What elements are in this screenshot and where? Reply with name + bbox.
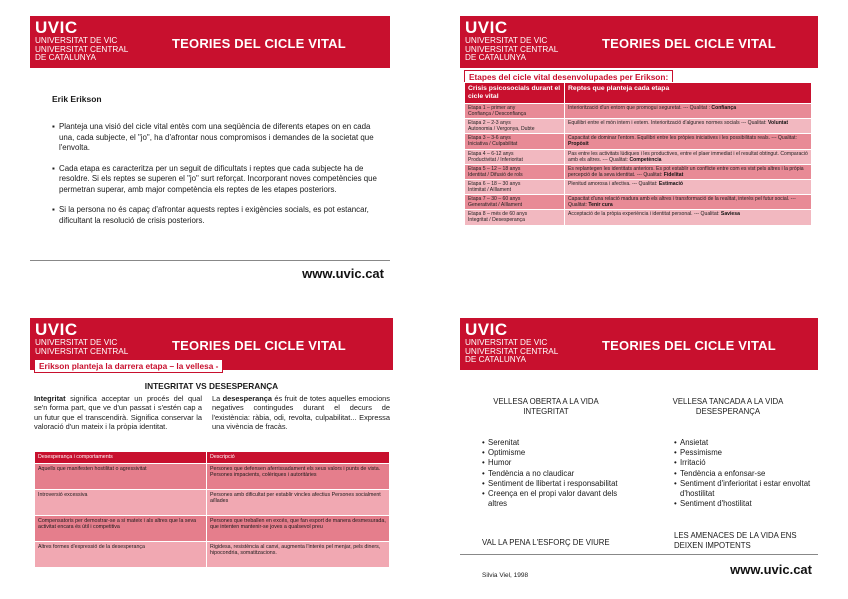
table-row: [465, 195, 812, 210]
description-cell: Persones amb dificultat per establir vincles afectius Persones socialment aïllades: [207, 489, 390, 515]
stage-age: Etapa 2 – 2-3 anys: [468, 120, 511, 127]
quality-value: Competència: [629, 156, 662, 163]
slide-erik-erikson: [30, 16, 390, 286]
stage-crisis: Integritat / Desesperança: [468, 217, 525, 224]
stage-crisis: Productivitat / Inferioritat: [468, 156, 523, 163]
challenge-text: Pas entre les activitats lúdiques i les productives, entre el plaer immediat i el resultat obtingut. Comparació amb els altres.: [568, 150, 808, 163]
stage-cell: [465, 164, 565, 179]
bullet-list: [52, 122, 382, 236]
slide-title: TEORIES DEL CICLE VITAL: [602, 338, 776, 353]
slide-header: [460, 318, 818, 370]
stage-cell: [465, 179, 565, 194]
table-row: [35, 489, 390, 515]
stage-age: Etapa 8 – més de 60 anys: [468, 211, 528, 218]
quality-value: Confiança: [711, 105, 737, 111]
table-row: [465, 119, 812, 134]
quality-prefix: --- Qualitat:: [568, 196, 796, 209]
table-row: [465, 104, 812, 119]
challenge-cell: [565, 119, 812, 134]
challenge-cell: [565, 104, 812, 119]
stage-crisis: Autonomia / Vergonya, Dubte: [468, 126, 535, 133]
column-header: Descripció: [207, 452, 390, 464]
section-banner: Etapes del cicle vital desenvolupades per Erikson:: [464, 70, 673, 84]
right-footer-text: LES AMENACES DE LA VIDA ENS DEIXEN IMPOTENTS: [674, 531, 797, 550]
integritat-definition: Integritat significa acceptar un procés del qual se'n forma part, que ve d'un passat i s'estén cap a un futur que el transcendirà. Significa conservar la valoració d'un mateix i la pròpia identitat.: [34, 394, 202, 431]
table-row: [35, 515, 390, 541]
slide-title: TEORIES DEL CICLE VITAL: [602, 36, 776, 51]
uvic-logo: UVIC UNIVERSITAT DE VIC UNIVERSITAT CENTRAL DE CATALUNYA: [465, 18, 559, 63]
list-item: • Sentiment d'inferioritat i estar envoltat d'hostilitat: [674, 479, 814, 499]
slide-erikson-stages: [460, 16, 818, 291]
stage-cell: [465, 195, 565, 210]
open-old-age-heading: VELLESA OBERTA A LA VIDA INTEGRITAT: [493, 397, 599, 416]
divider: [30, 260, 390, 261]
challenge-cell: [565, 164, 812, 179]
list-item: • Ansietat: [674, 438, 814, 448]
quality-prefix: --- Qualitat:: [632, 180, 658, 187]
challenge-cell: [565, 179, 812, 194]
description-cell: Rigidesa, resistència al canvi, augmenta l'interès pel menjar, pels diners, hipocondria, somatitzacions.: [207, 541, 390, 567]
stage-cell: [465, 149, 565, 164]
stage-age: Etapa 1 – primer any: [468, 105, 516, 111]
table-row: [465, 134, 812, 149]
erikson-stages-table: [464, 82, 812, 226]
challenge-cell: [565, 210, 812, 225]
slide-title: TEORIES DEL CICLE VITAL: [172, 36, 346, 51]
left-footer-text: VAL LA PENA L'ESFORÇ DE VIURE: [482, 538, 610, 547]
uvic-logo: UVIC UNIVERSITAT DE VIC UNIVERSITAT CENTRAL: [35, 320, 129, 356]
challenge-cell: [565, 134, 812, 149]
stage-crisis: Generativitat / Aïllament: [468, 202, 523, 209]
slide-header: [460, 16, 818, 68]
bullet-item: ▪ Cada etapa es caracteritza per un seguit de dificultats i reptes que cada subjecte ha de resoldre. Si els reptes se superen el "jo" surt reforçat. Incorporant noves competències que permetran superar, amb major competència els reptes de les etapes posteriors.: [52, 164, 382, 196]
quality-value: Tenir cura: [588, 202, 613, 209]
table-row: [465, 179, 812, 194]
website-link[interactable]: www.uvic.cat: [302, 266, 384, 281]
list-item: • Optimisme: [482, 448, 632, 458]
challenge-cell: [565, 149, 812, 164]
slide-heading: Erik Erikson: [52, 94, 102, 104]
description-cell: Persones que treballen en excés, que fan esport de manera desmesurada, que intenten mantenir-se joves a qualsevol preu: [207, 515, 390, 541]
quality-value: Propòsit: [568, 141, 589, 148]
quality-prefix: --- Qualitat:: [771, 135, 797, 142]
website-link[interactable]: www.uvic.cat: [730, 562, 812, 577]
list-item: • Sentiment d'hostilitat: [674, 499, 814, 509]
column-header: Desesperança i comportaments: [35, 452, 207, 464]
table-row: [465, 149, 812, 164]
list-item: • Creença en el propi valor davant dels altres: [482, 489, 632, 509]
behavior-cell: Altres formes d'expressió de la desesperança: [35, 541, 207, 567]
stage-crisis: Confiança / Desconfiança: [468, 111, 527, 118]
list-item: • Humor: [482, 458, 632, 468]
stage-crisis: Intimitat / Aïllament: [468, 187, 512, 194]
column-header: Crisis psicosocials durant el cicle vital: [465, 83, 565, 104]
behavior-cell: Introversió excessiva: [35, 489, 207, 515]
list-item: • Tendència a no claudicar: [482, 469, 632, 479]
stage-cell: [465, 119, 565, 134]
author-credit: Silvia Viel, 1998: [482, 572, 529, 579]
section-banner: Erikson planteja la darrera etapa – la vellesa -: [34, 359, 223, 373]
challenge-text: Plenitud amorosa i afectiva.: [568, 180, 631, 187]
behavior-cell: Compensatoris per demostrar-se a si mateix i als altres que la seva activitat encara és útil i competitiva: [35, 515, 207, 541]
challenge-text: Capacitat d'una relació madura amb els altres i transformació de la realitat, interès pel futur social.: [568, 196, 790, 203]
table-row: [35, 541, 390, 567]
desesperanca-definition: La desesperança és fruit de totes aquelles emocions negatives contingudes durant el decurs de l'existència: ràbia, odi, revolta, culpabilitat... Expressa una vivència de fracàs.: [212, 394, 390, 431]
list-item: • Serenitat: [482, 438, 632, 448]
bullet-item: ▪ Planteja una visió del cicle vital entès com una seqüència de diferents etapes on en cada una, cada subjecte, el "jo", ha d'afrontar nous compromisos i demandes de la societat que l'envolta.: [52, 122, 382, 154]
desesperanca-traits-list: [674, 438, 814, 509]
table-row: [465, 210, 812, 225]
behavior-cell: Aquells que manifesten hostilitat o agressivitat: [35, 463, 207, 489]
stage-crisis: Identitat / Difusió de rols: [468, 171, 523, 178]
uvic-logo: UVIC UNIVERSITAT DE VIC UNIVERSITAT CENTRAL DE CATALUNYA: [465, 320, 559, 365]
slide-header: [30, 16, 390, 68]
stage-age: Etapa 6 – 18 – 30 anys: [468, 180, 521, 187]
list-item: • Tendència a enfonsar-se: [674, 469, 814, 479]
slide-last-stage: [30, 318, 393, 593]
desesperanca-table: [34, 451, 390, 568]
stage-crisis: Iniciativa / Culpabilitat: [468, 141, 518, 148]
quality-value: Estimació: [658, 180, 683, 187]
quality-value: Saviesa: [720, 211, 740, 218]
uvic-logo: UVIC UNIVERSITAT DE VIC UNIVERSITAT CENTRAL DE CATALUNYA: [35, 18, 129, 63]
closed-old-age-heading: VELLESA TANCADA A LA VIDA DESESPERANÇA: [672, 397, 784, 416]
stage-cell: [465, 104, 565, 119]
challenge-text: Capacitat de dominar l'entorn. Equilibri entre les pròpies iniciatives i les possibilitats reals.: [568, 135, 770, 142]
slide-subtitle: INTEGRITAT VS DESESPERANÇA: [144, 381, 279, 391]
list-item: • Irritació: [674, 458, 814, 468]
stage-age: Etapa 4 – 6-12 anys: [468, 150, 514, 157]
challenge-text: Interiorització d'un entorn que promogui seguretat.: [568, 105, 682, 111]
stage-age: Etapa 3 – 3-6 anys: [468, 135, 511, 142]
slide-old-age-comparison: [460, 318, 818, 593]
quality-value: Voluntat: [768, 120, 789, 127]
challenge-text: Acceptació de la pròpia experiència i identitat personal.: [568, 211, 693, 218]
slide-title: TEORIES DEL CICLE VITAL: [172, 338, 346, 353]
quality-prefix: --- Qualitat:: [694, 211, 720, 218]
table-row: [35, 463, 390, 489]
challenge-cell: [565, 195, 812, 210]
list-item: • Sentiment de llibertat i responsabilitat: [482, 479, 632, 489]
quality-value: Fidelitat: [663, 171, 684, 178]
table-row: [465, 164, 812, 179]
stage-cell: [465, 210, 565, 225]
quality-prefix: --- Qualitat:: [602, 156, 629, 163]
divider: [460, 554, 818, 555]
column-header: Reptes que planteja cada etapa: [565, 83, 812, 104]
description-cell: Persones que defensen aferrissadament els seus valors i punts de vista. Persones impacients, colèriques i autoritàries: [207, 463, 390, 489]
stage-age: Etapa 7 – 30 – 60 anys: [468, 196, 521, 203]
stage-cell: [465, 134, 565, 149]
bullet-item: ▪ Si la persona no és capaç d'afrontar aquests reptes i exigències socials, es pot estancar, dificultant la resolució de crisis posteriors.: [52, 205, 382, 226]
challenge-text: Es replantegen les identitats anteriors. Es pot establir un conflicte entre com es vist pels altres i la pròpia percepció de la seva identitat.: [568, 165, 804, 178]
integritat-traits-list: [482, 438, 632, 509]
list-item: • Pessimisme: [674, 448, 814, 458]
quality-prefix: --- Qualitat:: [741, 120, 767, 127]
quality-prefix: --- Qualitat :: [683, 105, 710, 111]
challenge-text: Equilibri entre el món intern i extern. Interiorització d'algunes normes socials: [568, 120, 740, 127]
stage-age: Etapa 5 – 12 – 18 anys: [468, 165, 521, 172]
quality-prefix: --- Qualitat:: [636, 171, 663, 178]
